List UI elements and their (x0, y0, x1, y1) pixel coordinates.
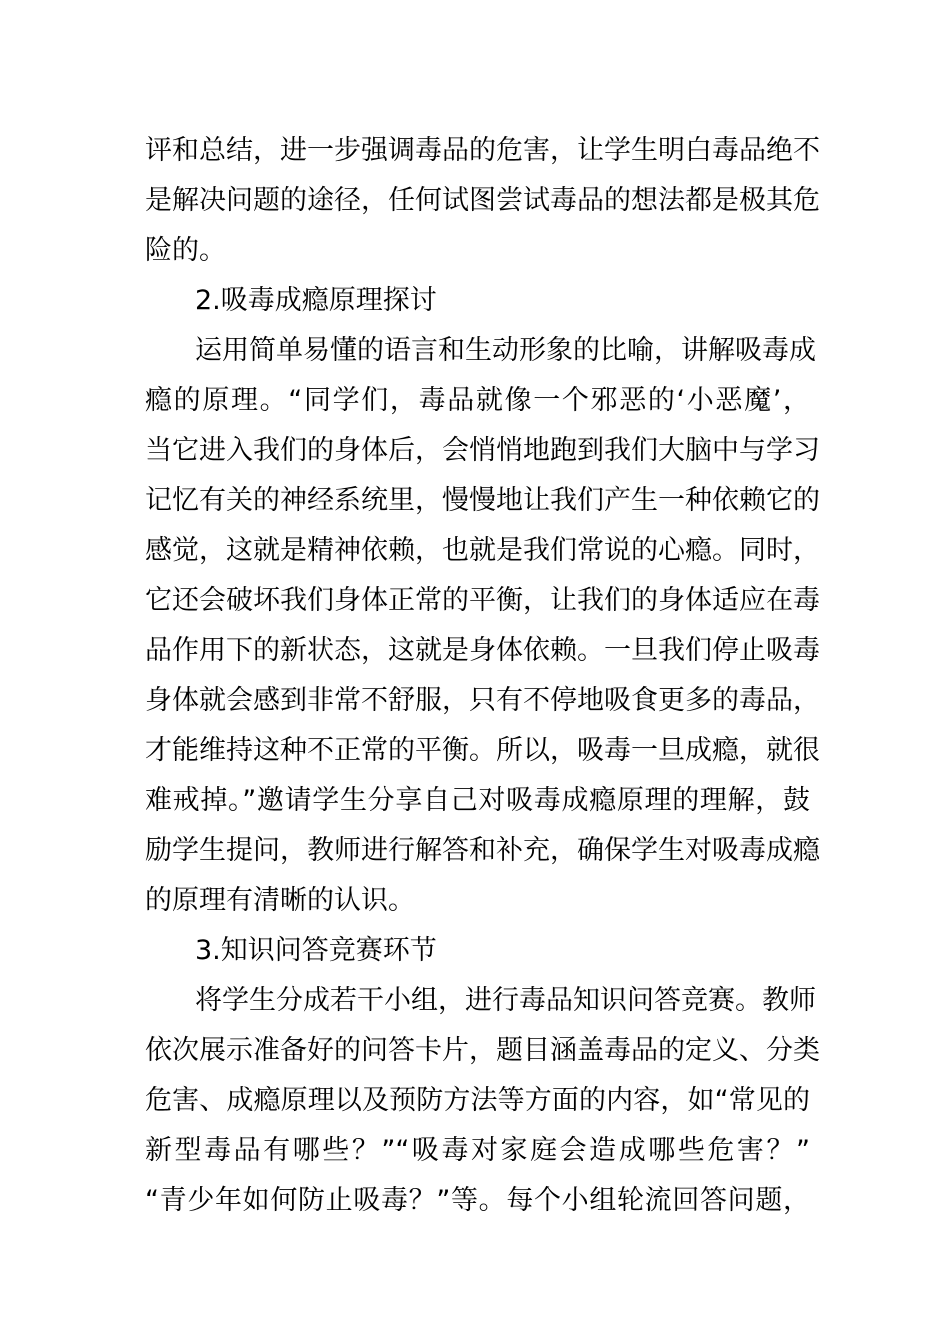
paragraph-2-line-1: 运用简单易懂的语言和生动形象的比喻，讲解吸毒成 (195, 335, 816, 366)
paragraph-2-line-3: 当它进入我们的身体后，会悄悄地跑到我们大脑中与学习 (145, 435, 820, 466)
paragraph-2-line-12: 的原理有清晰的认识。 (145, 885, 415, 916)
paragraph-3-line-4: 新型毒品有哪些？”“吸毒对家庭会造成哪些危害？” (145, 1135, 810, 1166)
paragraph-2-line-4: 记忆有关的神经系统里，慢慢地让我们产生一种依赖它的 (145, 485, 820, 516)
paragraph-2-line-7: 品作用下的新状态，这就是身体依赖。一旦我们停止吸毒 (145, 635, 820, 666)
paragraph-2-line-10: 难戒掉。”邀请学生分享自己对吸毒成瘾原理的理解，鼓 (145, 785, 810, 816)
paragraph-3-line-3: 危害、成瘾原理以及预防方法等方面的内容，如“常见的 (145, 1085, 810, 1116)
paragraph-2-line-2: 瘾的原理。“同学们，毒品就像一个邪恶的‘小恶魔’， (145, 385, 810, 416)
paragraph-2-line-11: 励学生提问，教师进行解答和补充，确保学生对吸毒成瘾 (145, 835, 820, 866)
paragraph-2-line-9: 才能维持这种不正常的平衡。所以，吸毒一旦成瘾，就很 (145, 735, 820, 766)
section-heading-2: 2.吸毒成瘾原理探讨 (195, 285, 437, 316)
paragraph-2-line-6: 它还会破坏我们身体正常的平衡，让我们的身体适应在毒 (145, 585, 820, 616)
paragraph-1-line-3: 险的。 (145, 235, 226, 266)
paragraph-1-line-2: 是解决问题的途径，任何试图尝试毒品的想法都是极其危 (145, 185, 820, 216)
paragraph-3-line-5: “青少年如何防止吸毒？”等。每个小组轮流回答问题， (145, 1185, 810, 1216)
paragraph-2-line-8: 身体就会感到非常不舒服，只有不停地吸食更多的毒品， (145, 685, 820, 716)
paragraph-1-line-1: 评和总结，进一步强调毒品的危害，让学生明白毒品绝不 (145, 135, 820, 166)
paragraph-3-line-2: 依次展示准备好的问答卡片，题目涵盖毒品的定义、分类 (145, 1035, 820, 1066)
paragraph-2-line-5: 感觉，这就是精神依赖，也就是我们常说的心瘾。同时， (145, 535, 820, 566)
section-heading-3: 3.知识问答竞赛环节 (195, 935, 437, 966)
paragraph-3-line-1: 将学生分成若干小组，进行毒品知识问答竞赛。教师 (195, 985, 816, 1016)
